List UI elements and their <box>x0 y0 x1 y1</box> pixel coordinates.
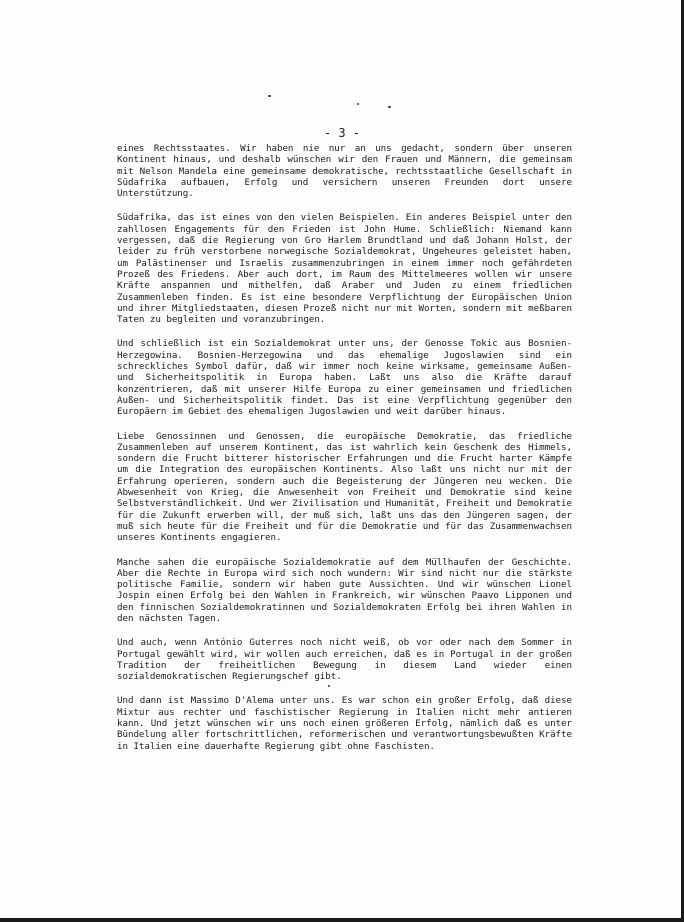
scan-edge-bottom <box>0 918 684 922</box>
paragraph: Liebe Genossinnen und Genossen, die europäische Demokratie, das friedliche Zusammenleben auf unserem Kontinent, das ist wahrlich kein Geschenk des Himmels, sondern die Frucht bitterer historischer Erfahrungen und die Frucht harter Kämpfe um die Integration des europäischen Kontinents. Also laßt uns nicht nur mit der Erfahrung operieren, sondern auch die Begeisterung der Jüngeren neu wecken. Die Abwesenheit von Krieg, die Anwesenheit von Freiheit und Demokratie sind keine Selbstverständlichkeit. Und wer Zivilisation und Humanität, Freiheit und Demokratie für die Zukunft erwerben will, der muß sich, laßt uns das den Jüngeren sagen, der muß sich heute für die Freiheit und für die Demokratie und für das Zusammenwachsen unseres Kontinents engagieren. <box>117 430 572 544</box>
paragraph: eines Rechtsstaates. Wir haben nie nur an uns gedacht, sondern über unseren Kontinent hinaus, und deshalb wünschen wir den Frauen und Männern, die gemeinsam mit Nelson Mandela eine gemeinsame demokratische, rechtsstaatliche Gesellschaft in Südafrika aufbauen, Erfolg und versichern unseren Freunden dort unsere Unterstützung. <box>117 143 572 200</box>
paragraph: Und dann ist Massimo D'Alema unter uns. Es war schon ein großer Erfolg, daß diese Mixtur aus rechter und faschistischer Regierung in Italien nicht mehr antieren kann. Und jetzt wünschen wir uns noch einen größeren Erfolg, nämlich daß es unter Bündelung aller fortschrittlichen, reformerischen und verantwortungsbewußten Kräfte in Italien eine dauerhafte Regierung gibt ohne Faschisten. <box>117 695 572 752</box>
scan-speck <box>388 106 391 108</box>
paragraph: Südafrika, das ist eines von den vielen Beispielen. Ein anderes Beispiel unter den zahllosen Engagements für den Frieden ist John Hume. Schließlich: Niemand kann vergessen, daß die Regierung von Gro Harlem Brundtland und daß Johann Holst, der leider zu früh verstorbene norwegische Sozialdemokrat, Ungeheures geleistet haben, um Palästinenser und Israelis zusammenzubringen in einem immer noch gefährdeten Prozeß des Friedens. Aber auch dort, im Raum des Mittelmeeres wollen wir unsere Kräfte anspannen und mithelfen, daß Araber und Juden zu einem friedlichen Zusammenleben finden. Es ist eine besondere Verpflichtung der Europäischen Union und ihrer Mitgliedstaaten, diesen Prozeß nicht nur mit Worten, sondern mit meßbaren Taten zu begleiten und voranzubringen. <box>117 212 572 326</box>
paragraph: Und auch, wenn António Guterres noch nicht weiß, ob vor oder nach dem Sommer in Portugal gewählt wird, wir wollen auch erreichen, daß es in Portugal in der großen Tradition der freiheitlichen Bewegung in diesem Land wieder einen sozialdemokratischen Regierungschef gibt. <box>117 637 572 683</box>
page-number: - 3 - <box>323 126 361 140</box>
scan-speck <box>268 95 271 97</box>
body-text <box>117 143 572 765</box>
scan-speck <box>357 103 359 105</box>
paragraph: Manche sahen die europäische Sozialdemokratie auf dem Müllhaufen der Geschichte. Aber die Rechte in Europa wird sich noch wundern: Wir sind nicht nur die stärkste politische Familie, sondern wir haben gute Aussichten. Und wir wünschen Lionel Jospin einen Erfolg bei den Wahlen in Frankreich, wir wünschen Paavo Lipponen und den finnischen Sozialdemokratinnen und Sozialdemokraten Erfolg bei ihren Wahlen in den nächsten Tagen. <box>117 556 572 624</box>
paragraph: Und schließlich ist ein Sozialdemokrat unter uns, der Genosse Tokic aus Bosnien-Herzegowina. Bosnien-Herzegowina und das ehemalige Jugoslawien sind ein schreckliches Symbol dafür, daß wir immer noch keine wirksame, gemeinsame Außen- und Sicherheitspolitik in Europa haben. Laßt uns also die Kräfte darauf konzentrieren, daß mit unserer Hilfe Europa zu einer gemeinsamen und friedlichen Außen- und Sicherheitspolitik findet. Das ist eine Verpflichtung gegenüber den Europäern im Gebiet des ehemaligen Jugoslawien und weit darüber hinaus. <box>117 338 572 418</box>
